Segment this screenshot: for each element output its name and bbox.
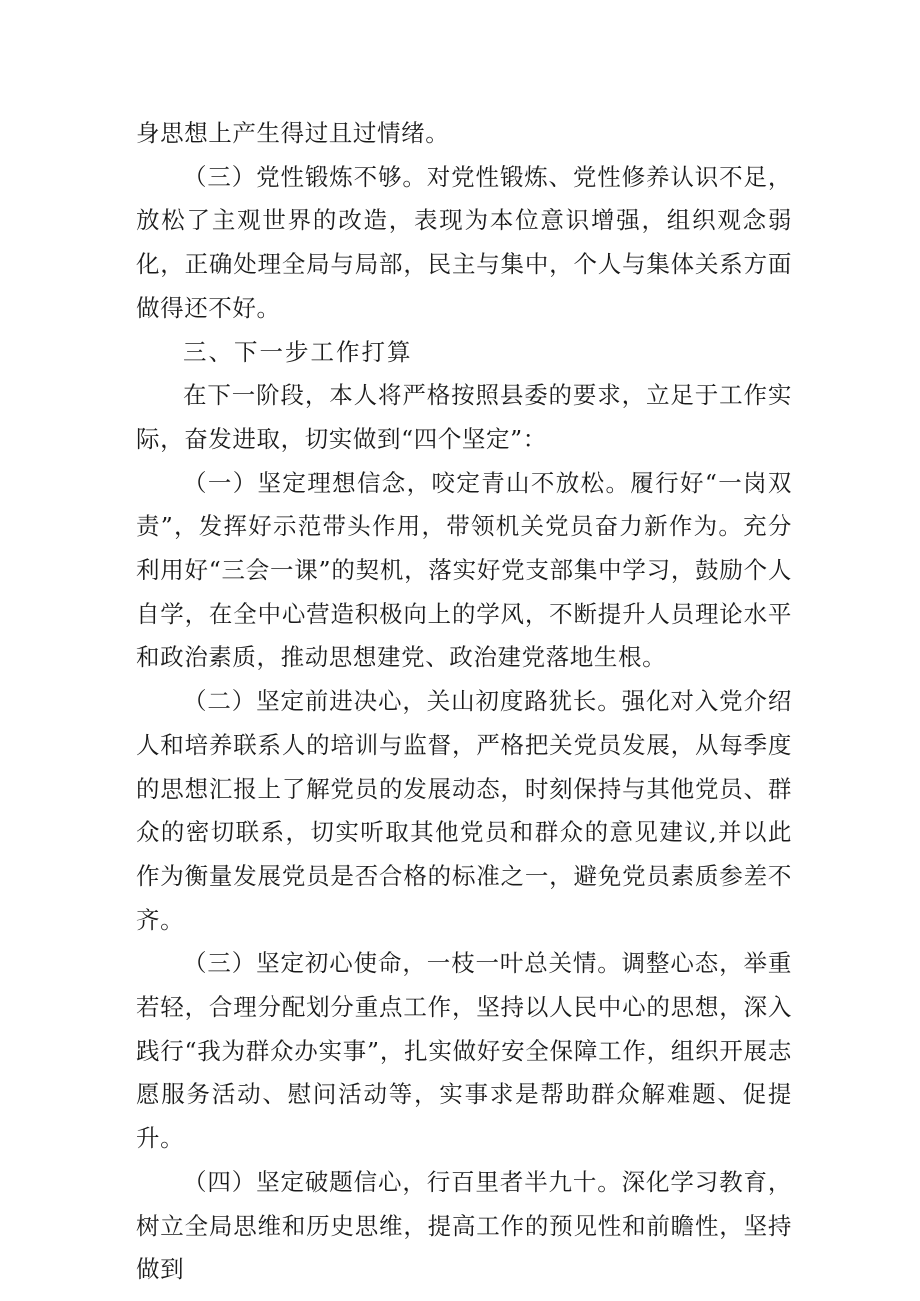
paragraph-commitment-one: （一）坚定理想信念，咬定青山不放松。履行好“一岗双责”，发挥好示范带头作用，带领机关党员奋力新作为。充分利用好“三会一课”的契机，落实好党支部集中学习，鼓励个人自学，在全中心营造积极向上的学风，不断提升人员理论水平和政治素质，推动思想建党、政治建党落地生根。	[136, 468, 792, 672]
document-page	[136, 112, 792, 1292]
paragraph-intro-four-commitments: 在下一阶段，本人将严格按照县委的要求，立足于工作实际，奋发进取，切实做到“四个坚定”：	[136, 381, 792, 453]
paragraph-party-training: （三）党性锻炼不够。对党性锻炼、党性修养认识不足，放松了主观世界的改造，表现为本位意识增强，组织观念弱化，正确处理全局与局部，民主与集中，个人与集体关系方面做得还不好。	[136, 162, 792, 322]
paragraph-commitment-four: （四）坚定破题信心，行百里者半九十。深化学习教育，树立全局思维和历史思维，提高工作的预见性和前瞻性，坚持做到	[136, 1167, 792, 1284]
paragraph-continuation: 身思想上产生得过且过情绪。	[136, 119, 450, 147]
section-heading-next-steps: 三、下一步工作打算	[183, 337, 413, 366]
paragraph-commitment-two: （二）坚定前进决心，关山初度路犹长。强化对入党介绍人和培养联系人的培训与监督，严格把关党员发展，从每季度的思想汇报上了解党员的发展动态，时刻保持与其他党员、群众的密切联系，切实听取其他党员和群众的意见建议,并以此作为衡量发展党员是否合格的标准之一，避免党员素质参差不齐。	[136, 687, 792, 934]
paragraph-commitment-three: （三）坚定初心使命，一枝一叶总关情。调整心态，举重若轻，合理分配划分重点工作，坚持以人民中心的思想，深入践行“我为群众办实事”，扎实做好安全保障工作，组织开展志愿服务活动、慰问活动等，实事求是帮助群众解难题、促提升。	[136, 949, 792, 1153]
